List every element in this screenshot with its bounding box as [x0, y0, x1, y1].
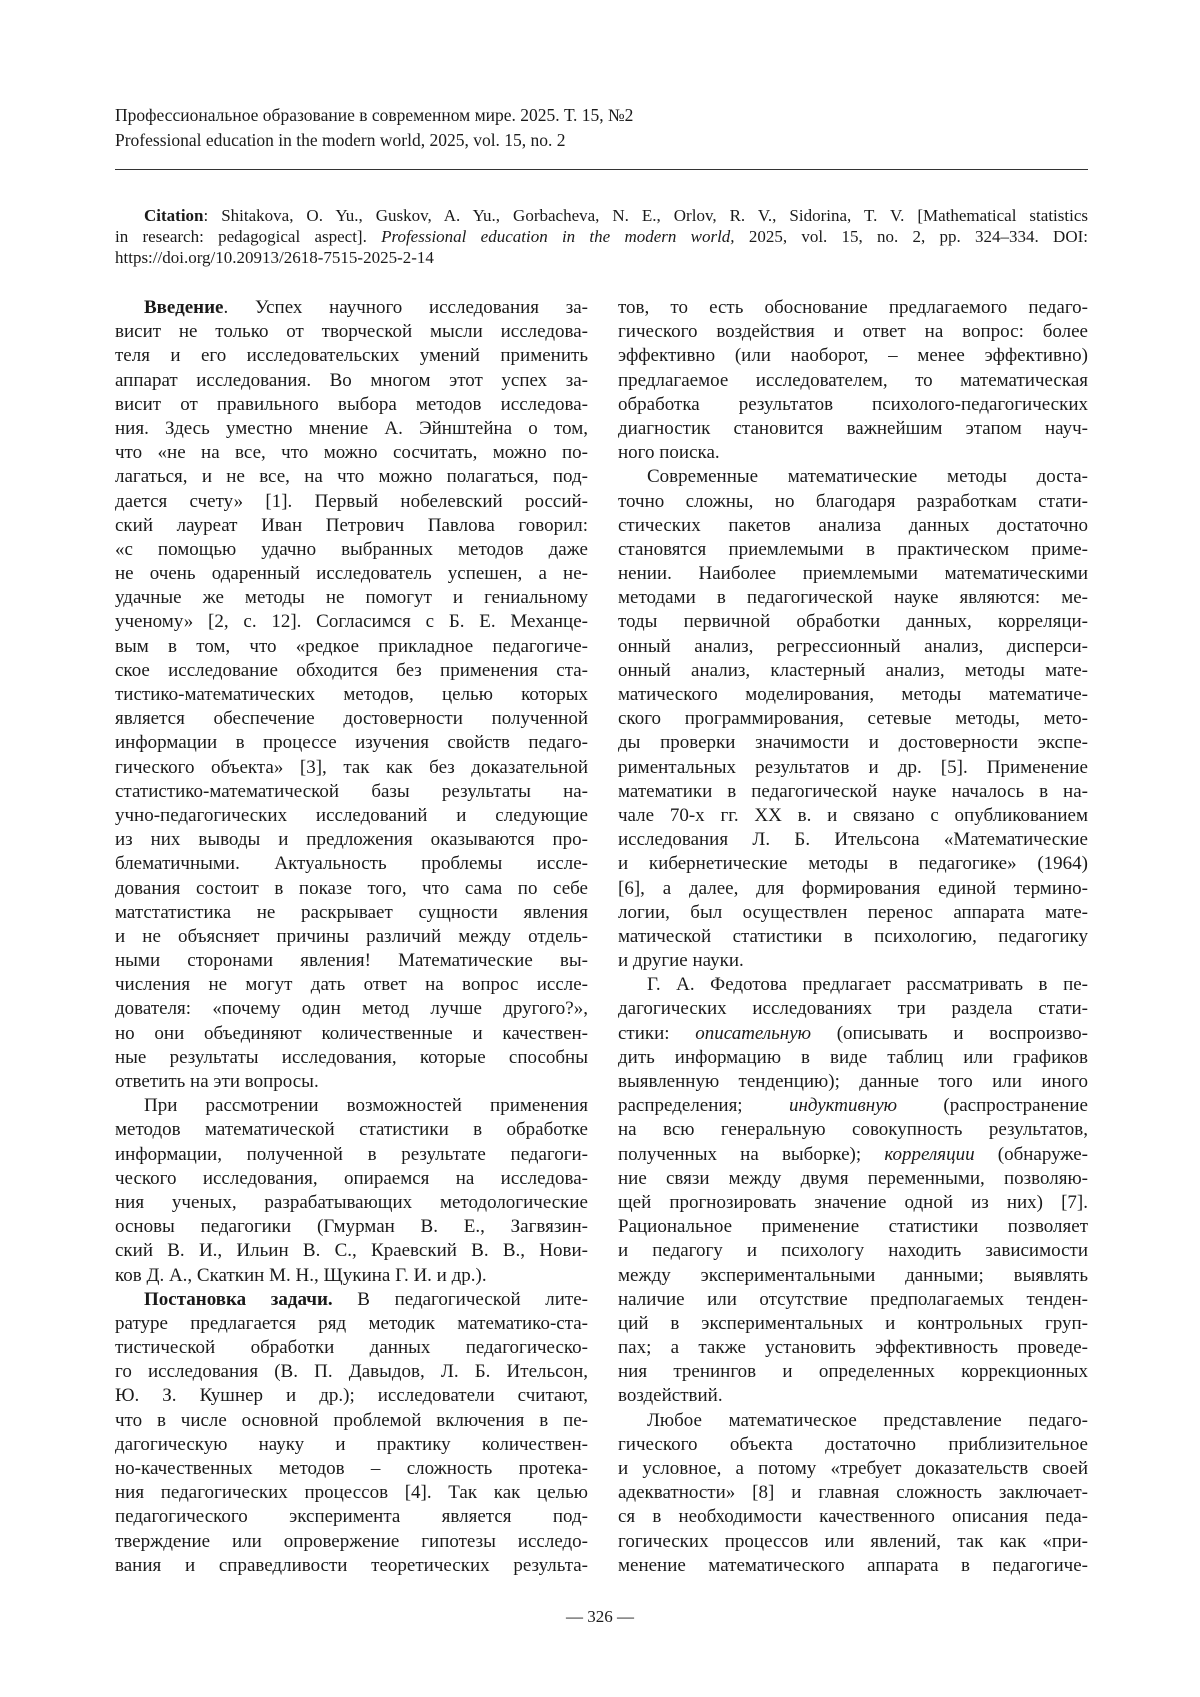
text-line: гического объекта» [3], так как без доказательной — [115, 756, 588, 780]
text-line: Ю. З. Кушнер и др.); исследователи считают, — [115, 1384, 588, 1408]
text-segment: полученных на выборке); — [618, 1144, 884, 1165]
text-line: но-качественных методов – сложность протека- — [115, 1457, 588, 1481]
italic-term: корреляции — [884, 1144, 974, 1165]
text-line: на всю генеральную совокупность результатов, — [618, 1118, 1088, 1142]
text-line: и другие науки. — [618, 949, 1088, 973]
text-line: между экспериментальными данными; выявлять — [618, 1264, 1088, 1288]
text-line: исследования Л. Б. Ительсона «Математические — [618, 828, 1088, 852]
text-line: стических пакетов анализа данных достаточно — [618, 514, 1088, 538]
text-line: матстатистика не раскрывает сущности явления — [115, 901, 588, 925]
text-line: диагностик становится важнейшим этапом науч- — [618, 417, 1088, 441]
text-line: ков Д. А., Скаткин М. Н., Щукина Г. И. и др.). — [115, 1264, 588, 1288]
text-line: дователя: «почему один метод лучше другого?», — [115, 997, 588, 1021]
bold-heading: Citation — [144, 206, 204, 225]
text-line: ратуре предлагается ряд методик математико-ста- — [115, 1312, 588, 1336]
text-line — [618, 1022, 1088, 1046]
text-line: Любое математическое представление педаго- — [618, 1409, 1088, 1433]
italic-term: индуктивную — [789, 1095, 897, 1116]
text-line: тистической обработки данных педагогическо- — [115, 1336, 588, 1360]
text-line: адекватности» [8] и главная сложность заключает- — [618, 1481, 1088, 1505]
paragraph — [618, 296, 1088, 465]
text-segment: : Shitakova, O. Yu., Guskov, A. Yu., Gorbacheva, N. E., Orlov, R. V., Sidorina, T. V. [Mathematical statistics — [204, 206, 1089, 225]
italic-term: Professional education in the modern world, — [381, 227, 734, 246]
text-line: предлагаемое исследователем, то математическая — [618, 369, 1088, 393]
text-line: методами в педагогической науке являются: ме- — [618, 586, 1088, 610]
text-line: чале 70-х гг. XX в. и связано с опубликованием — [618, 804, 1088, 828]
text-line: тистико-математических методов, целью которых — [115, 683, 588, 707]
text-line: висит от правильного выбора методов исследова- — [115, 393, 588, 417]
text-line: онный анализ, кластерный анализ, методы мате- — [618, 659, 1088, 683]
citation-line — [115, 226, 1088, 247]
text-segment: стики: — [618, 1023, 695, 1044]
text-line: основы педагогики (Гмурман В. Е., Загвязин- — [115, 1215, 588, 1239]
text-line: и педагогу и психологу находить зависимости — [618, 1239, 1088, 1263]
journal-title-ru: Профессиональное образование в современном мире. 2025. Т. 15, №2 — [115, 103, 633, 128]
left-column — [115, 296, 588, 1578]
text-line: удачные же методы не помогут и гениальному — [115, 586, 588, 610]
text-line: вания и справедливости теоретических результа- — [115, 1554, 588, 1578]
text-line: пах; а также установить эффективность проведе- — [618, 1336, 1088, 1360]
text-line: матического моделирования, методы математиче- — [618, 683, 1088, 707]
text-line: ного поиска. — [618, 441, 1088, 465]
text-line: из них выводы и предложения оказываются про- — [115, 828, 588, 852]
text-line: ский В. И., Ильин В. С., Краевский В. В., Нови- — [115, 1239, 588, 1263]
text-line: Рациональное применение статистики позволяет — [618, 1215, 1088, 1239]
text-line: воздействий. — [618, 1384, 1088, 1408]
text-line: менение математического аппарата в педагогиче- — [618, 1554, 1088, 1578]
text-line: ние связи между двумя переменными, позволяю- — [618, 1167, 1088, 1191]
text-line: Г. А. Федотова предлагает рассматривать в пе- — [618, 973, 1088, 997]
text-segment: 2025, vol. 15, no. 2, pp. 324–334. DOI: — [735, 227, 1088, 246]
text-line: ния ученых, разрабатывающих методологические — [115, 1191, 588, 1215]
text-line: является обеспечение достоверности полученной — [115, 707, 588, 731]
citation-line — [115, 205, 1088, 226]
text-line: статистико-математической базы результаты на- — [115, 780, 588, 804]
text-line: дагогическую науку и практику количествен- — [115, 1433, 588, 1457]
text-line: математики в педагогической науке началось в на- — [618, 780, 1088, 804]
text-line: онный анализ, регрессионный анализ, дисперси- — [618, 635, 1088, 659]
text-line: матической статистики в психологию, педагогику — [618, 925, 1088, 949]
text-line: лагаться, и не все, на что можно полагаться, под- — [115, 465, 588, 489]
text-line: ния тренингов и определенных коррекционных — [618, 1360, 1088, 1384]
text-line: гического воздействия и ответ на вопрос: более — [618, 320, 1088, 344]
text-line: блематичными. Актуальность проблемы иссле- — [115, 852, 588, 876]
text-line: методов математической статистики в обработке — [115, 1118, 588, 1142]
text-line: и кибернетические методы в педагогике» (1964) — [618, 852, 1088, 876]
text-line: но они объединяют количественные и качествен- — [115, 1022, 588, 1046]
text-line: ными сторонами явления! Математические вы- — [115, 949, 588, 973]
text-line — [115, 296, 588, 320]
text-line: тов, то есть обоснование предлагаемого педаго- — [618, 296, 1088, 320]
text-line: ответить на эти вопросы. — [115, 1070, 588, 1094]
text-line: не очень одаренный исследователь успешен, а не- — [115, 562, 588, 586]
text-line — [618, 1094, 1088, 1118]
text-line: щей прогнозировать значение одной из них) [7]. — [618, 1191, 1088, 1215]
text-line: и не объясняет причины различий между отдель- — [115, 925, 588, 949]
paragraph — [115, 1094, 588, 1288]
text-segment: . Успех научного исследования за- — [224, 297, 589, 318]
text-line: тоды первичной обработки данных, корреляци- — [618, 610, 1088, 634]
text-line: теля и его исследовательских умений применить — [115, 344, 588, 368]
text-line: ского программирования, сетевые методы, мето- — [618, 707, 1088, 731]
text-segment: (обнаруже- — [975, 1144, 1088, 1165]
text-line: числения не могут дать ответ на вопрос иссле- — [115, 973, 588, 997]
text-line: ское исследование обходится без применения ста- — [115, 659, 588, 683]
right-column — [618, 296, 1088, 1578]
text-line: Современные математические методы доста- — [618, 465, 1088, 489]
text-segment: (распространение — [897, 1095, 1088, 1116]
text-line: педагогического эксперимента является под- — [115, 1505, 588, 1529]
text-line: учно-педагогических исследований и следующие — [115, 804, 588, 828]
text-line: дить информацию в виде таблиц или графиков — [618, 1046, 1088, 1070]
text-line: вым в том, что «редкое прикладное педагогиче- — [115, 635, 588, 659]
running-header — [115, 103, 633, 153]
text-line: ций в экспериментальных и контрольных груп- — [618, 1312, 1088, 1336]
text-line: аппарат исследования. Во многом этот успех за- — [115, 369, 588, 393]
text-line: ученому» [2, с. 12]. Согласимся с Б. Е. Механце- — [115, 610, 588, 634]
text-line: го исследования (В. П. Давыдов, Л. Б. Ительсон, — [115, 1360, 588, 1384]
italic-term: описательную — [695, 1023, 811, 1044]
page-number: — 326 — — [0, 1606, 1200, 1628]
text-line: наличие или отсутствие предполагаемых тенден- — [618, 1288, 1088, 1312]
text-line: гического объекта достаточно приблизительное — [618, 1433, 1088, 1457]
header-divider — [115, 169, 1088, 170]
text-line: обработка результатов психолого-педагогических — [618, 393, 1088, 417]
text-line: становятся приемлемыми в практическом приме- — [618, 538, 1088, 562]
text-line: висит не только от творческой мысли исследова- — [115, 320, 588, 344]
text-line: дагогических исследованиях три раздела стати- — [618, 997, 1088, 1021]
text-line: логии, был осуществлен перенос аппарата мате- — [618, 901, 1088, 925]
paragraph — [618, 465, 1088, 973]
text-line: ды проверки значимости и достоверности экспе- — [618, 731, 1088, 755]
text-line: гогических процессов или явлений, так как «при- — [618, 1530, 1088, 1554]
text-segment: распределения; — [618, 1095, 789, 1116]
text-line: выявленную тенденцию); данные того или иного — [618, 1070, 1088, 1094]
bold-heading: Введение — [144, 297, 224, 318]
bold-heading: Постановка задачи. — [144, 1289, 333, 1310]
text-line: тверждение или опровержение гипотезы исследо- — [115, 1530, 588, 1554]
text-line: «с помощью удачно выбранных методов даже — [115, 538, 588, 562]
text-line: дается счету» [1]. Первый нобелевский россий- — [115, 490, 588, 514]
paragraph — [115, 1288, 588, 1578]
text-line: При рассмотрении возможностей применения — [115, 1094, 588, 1118]
text-line — [618, 1143, 1088, 1167]
text-line: ся в необходимости качественного описания педа- — [618, 1505, 1088, 1529]
journal-title-en: Professional education in the modern world, 2025, vol. 15, no. 2 — [115, 128, 633, 153]
text-line: ния педагогических процессов [4]. Так как целью — [115, 1481, 588, 1505]
text-segment: В педагогической лите- — [333, 1289, 588, 1310]
text-segment: in research: pedagogical aspect]. — [115, 227, 381, 246]
citation-block — [115, 205, 1088, 268]
paragraph — [618, 973, 1088, 1408]
text-segment: (описывать и воспроизво- — [811, 1023, 1088, 1044]
text-line: информации в процессе изучения свойств педаго- — [115, 731, 588, 755]
text-line: эффективно (или наоборот, – менее эффективно) — [618, 344, 1088, 368]
text-line: [6], а далее, для формирования единой термино- — [618, 877, 1088, 901]
paragraph — [115, 296, 588, 1094]
text-line: дования состоит в показе того, что сама по себе — [115, 877, 588, 901]
text-line: что «не на все, что можно сосчитать, можно по- — [115, 441, 588, 465]
text-line: точно сложны, но благодаря разработкам стати- — [618, 490, 1088, 514]
citation-line — [115, 247, 1088, 268]
text-segment: https://doi.org/10.20913/2618-7515-2025-2-14 — [115, 248, 434, 267]
text-line: и условное, а потому «требует доказательств своей — [618, 1457, 1088, 1481]
text-line: что в числе основной проблемой включения в пе- — [115, 1409, 588, 1433]
text-line: нении. Наиболее приемлемыми математическими — [618, 562, 1088, 586]
text-line — [115, 1288, 588, 1312]
text-line: информации, полученной в результате педагоги- — [115, 1143, 588, 1167]
text-line: ский лауреат Иван Петрович Павлова говорил: — [115, 514, 588, 538]
paragraph — [618, 1409, 1088, 1578]
text-line: ния. Здесь уместно мнение А. Эйнштейна о том, — [115, 417, 588, 441]
text-line: ческого исследования, опираемся на исследова- — [115, 1167, 588, 1191]
text-line: ные результаты исследования, которые способны — [115, 1046, 588, 1070]
text-line: риментальных результатов и др. [5]. Применение — [618, 756, 1088, 780]
